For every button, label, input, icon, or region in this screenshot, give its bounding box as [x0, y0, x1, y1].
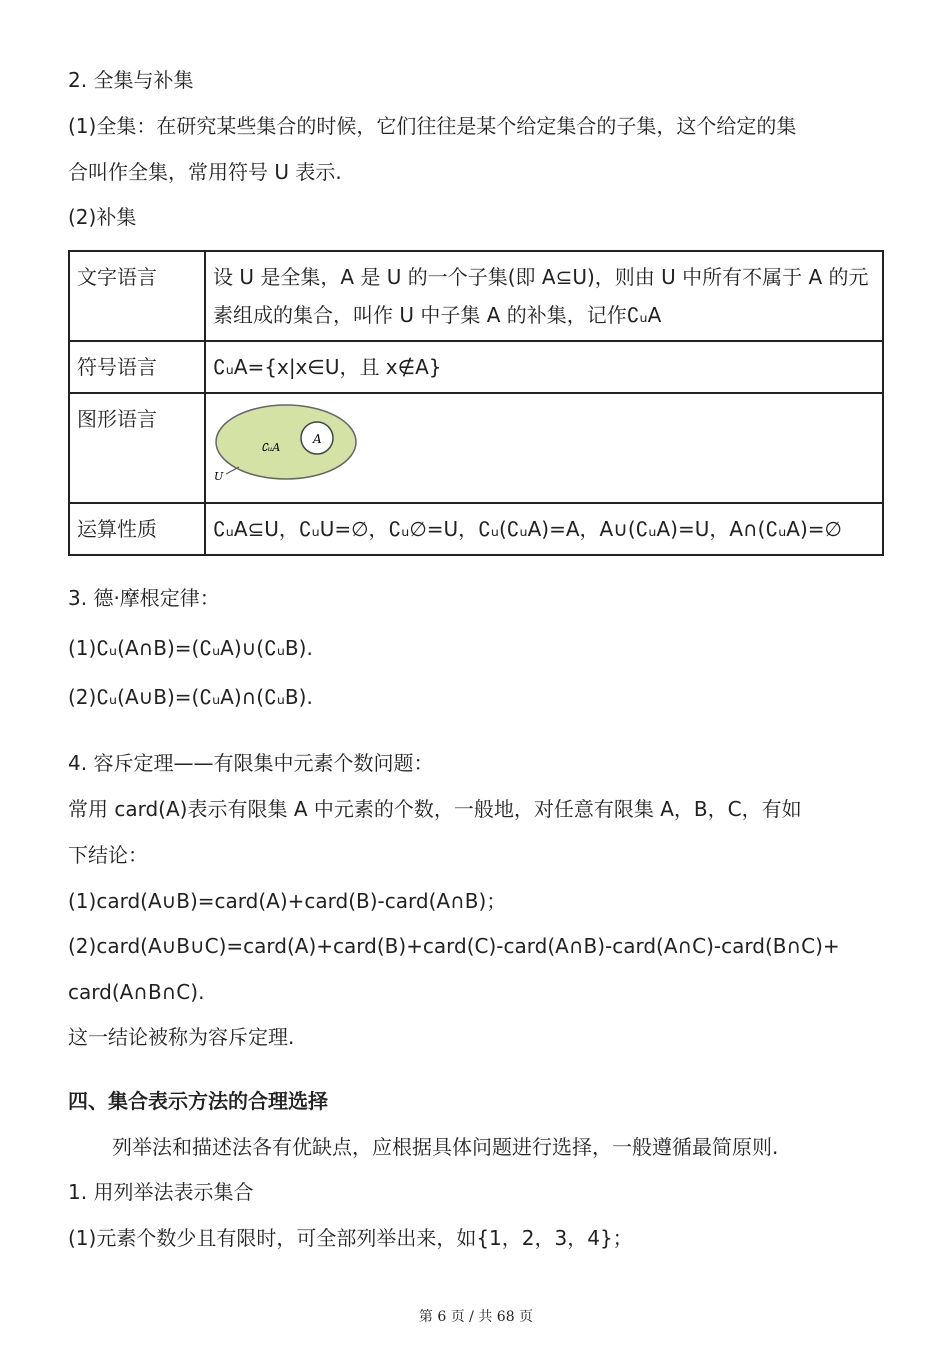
paragraph: (1)元素个数少且有限时，可全部列举出来，如{1，2，3，4}；: [68, 1226, 633, 1250]
paragraph: 这一结论被称为容斥定理.: [68, 1025, 295, 1049]
section-title: 2. 全集与补集: [68, 68, 194, 92]
set-a-label: A: [313, 432, 322, 446]
paragraph: 列举法和描述法各有优缺点，应根据具体问题进行选择，一般遵循最简原则.: [112, 1135, 779, 1159]
subsection-title: 1. 用列举法表示集合: [68, 1180, 254, 1204]
formula: card(A∩B∩C).: [68, 980, 205, 1004]
complement-table: [68, 250, 884, 556]
formula: (2)card(A∪B∪C)=card(A)+card(B)+card(C)-card(A∩B)-card(A∩C)-card(B∩C)+: [68, 934, 840, 958]
venn-cell: [205, 393, 883, 503]
row-body: 设 U 是全集，A 是 U 的一个子集(即 A⊆U)，则由 U 中所有不属于 A 的元素组成的集合，叫作 U 中子集 A 的补集，记作∁ᵤA: [205, 251, 883, 341]
paragraph: 合叫作全集，常用符号 U 表示.: [68, 160, 342, 184]
section-heading: 四、集合表示方法的合理选择: [68, 1089, 328, 1113]
paragraph: (1)全集：在研究某些集合的时候，它们往往是某个给定集合的子集，这个给定的集: [68, 114, 797, 138]
paragraph: 常用 card(A)表示有限集 A 中元素的个数，一般地，对任意有限集 A，B，C，有如: [68, 797, 802, 821]
paragraph: (2)补集: [68, 205, 137, 229]
row-header: 图形语言: [69, 393, 205, 503]
row-body: ∁ᵤA⊆U，∁ᵤU=∅，∁ᵤ∅=U，∁ᵤ(∁ᵤA)=A，A∪(∁ᵤA)=U，A∩(∁ᵤA)=∅: [205, 503, 883, 555]
section-title: 4. 容斥定理——有限集中元素个数问题：: [68, 751, 434, 775]
universal-label: U: [214, 470, 224, 483]
complement-label: ∁ᵤA: [261, 441, 281, 454]
row-header: 运算性质: [69, 503, 205, 555]
formula: (1)card(A∪B)=card(A)+card(B)-card(A∩B)；: [68, 889, 507, 913]
table-row: [69, 341, 883, 393]
paragraph: 下结论：: [68, 843, 148, 867]
table-row: [69, 393, 883, 503]
row-header: 符号语言: [69, 341, 205, 393]
table-row: [69, 503, 883, 555]
section-title: 3. 德·摩根定律：: [68, 586, 220, 610]
formula: (1)∁ᵤ(A∩B)=(∁ᵤA)∪(∁ᵤB).: [68, 636, 313, 660]
venn-diagram: [206, 394, 366, 490]
page-footer: 第 6 页 / 共 68 页: [418, 1309, 534, 1325]
table-row: [69, 251, 883, 341]
row-body: ∁ᵤA={x|x∈U，且 x∉A}: [205, 341, 883, 393]
formula: (2)∁ᵤ(A∪B)=(∁ᵤA)∩(∁ᵤB).: [68, 685, 313, 709]
row-header: 文字语言: [69, 251, 205, 341]
